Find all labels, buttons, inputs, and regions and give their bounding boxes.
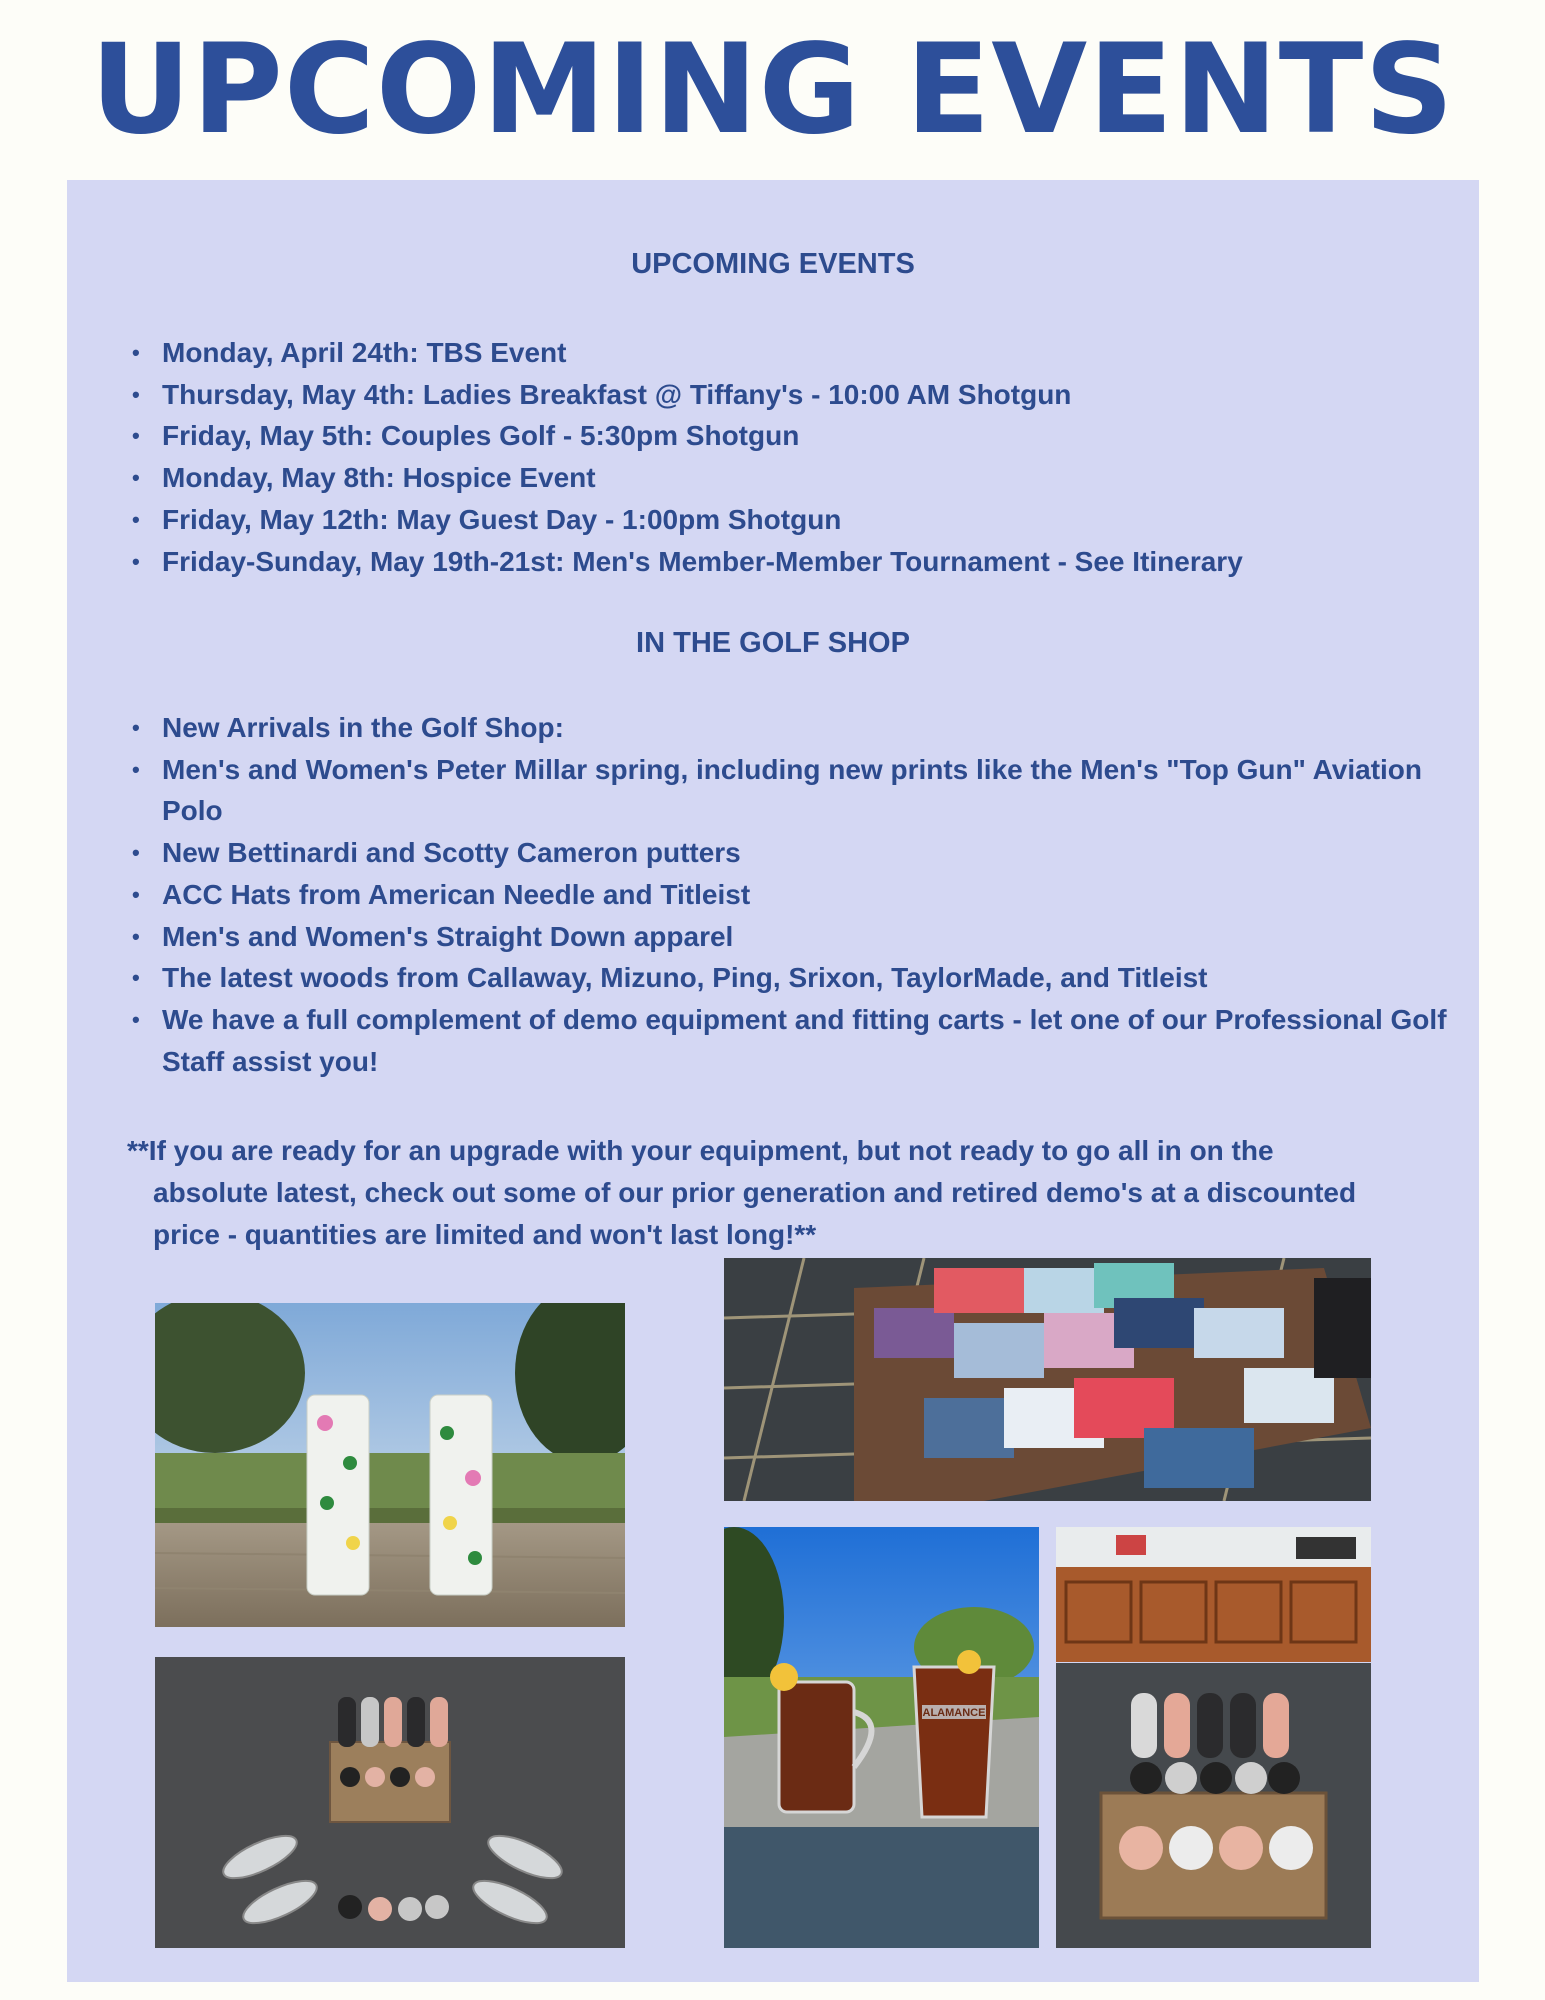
list-item: • Thursday, May 4th: Ladies Breakfast @ Tiffany's - 10:00 AM Shotgun	[162, 374, 1462, 416]
list-item: • ACC Hats from American Needle and Titleist	[162, 874, 1462, 916]
polos-photo	[724, 1258, 1371, 1501]
shop-heading: IN THE GOLF SHOP	[636, 627, 910, 659]
equipment-note	[127, 1130, 1487, 1256]
note-line: absolute latest, check out some of our prior generation and retired demo's at a discounted	[153, 1177, 1357, 1208]
content-panel	[67, 180, 1479, 1982]
list-item: • New Bettinardi and Scotty Cameron putters	[162, 832, 1462, 874]
list-item: • Men's and Women's Straight Down apparel	[162, 916, 1462, 958]
list-item: • The latest woods from Callaway, Mizuno, Ping, Srixon, TaylorMade, and Titleist	[162, 957, 1462, 999]
list-item: • Friday-Sunday, May 19th-21st: Men's Member-Member Tournament - See Itinerary	[162, 541, 1462, 583]
page-title: UPCOMING EVENTS	[90, 18, 1455, 162]
mug-logo-text: ALAMANCE	[922, 1707, 986, 1719]
tumblers-photo	[155, 1303, 625, 1627]
iced-tea-photo	[724, 1527, 1039, 1948]
list-item: • Men's and Women's Peter Millar spring, including new prints like the Men's "Top Gun" Aviation Polo	[162, 749, 1462, 832]
list-item: • New Arrivals in the Golf Shop:	[162, 707, 1462, 749]
shop-list	[67, 707, 1462, 1082]
note-line: price - quantities are limited and won't last long!**	[153, 1219, 817, 1250]
divot-tools-photo	[155, 1657, 625, 1948]
list-item: • Monday, April 24th: TBS Event	[162, 332, 1462, 374]
ball-markers-photo	[1056, 1663, 1371, 1948]
list-item: • We have a full complement of demo equipment and fitting carts - let one of our Professional Golf Staff assist you!	[162, 999, 1462, 1082]
list-item: • Monday, May 8th: Hospice Event	[162, 457, 1462, 499]
list-item: • Friday, May 12th: May Guest Day - 1:00pm Shotgun	[162, 499, 1462, 541]
events-heading: UPCOMING EVENTS	[631, 248, 915, 280]
list-item: • Friday, May 5th: Couples Golf - 5:30pm Shotgun	[162, 415, 1462, 457]
events-list	[67, 332, 1462, 582]
shop-counter-photo	[1056, 1527, 1371, 1662]
note-line: **If you are ready for an upgrade with your equipment, but not ready to go all in on the	[127, 1135, 1274, 1166]
